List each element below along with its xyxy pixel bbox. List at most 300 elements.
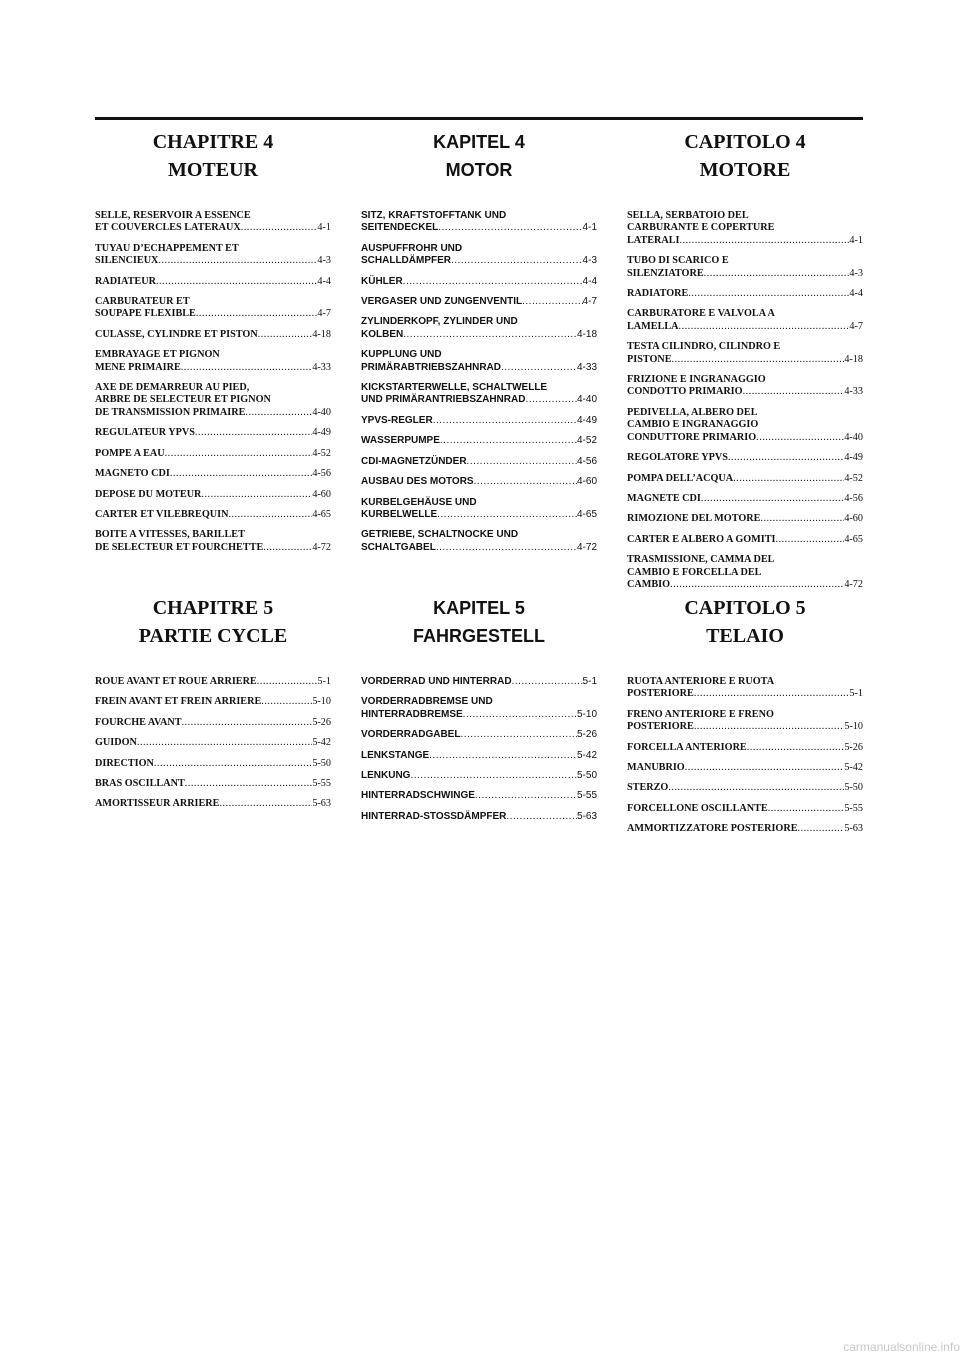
chapter-number: KAPITEL 5 (433, 598, 525, 618)
toc-page-number: 4-49 (844, 452, 863, 464)
toc-entry-last-line (361, 542, 597, 554)
dot-leader (756, 432, 844, 444)
toc-entry-title-line: POSTERIORE (627, 721, 694, 733)
toc-page-number: 5-50 (576, 770, 597, 782)
toc-entry-title-line: AUSBAU DES MOTORS (361, 476, 474, 488)
toc-entry-title-line: HINTERRADBREMSE (361, 708, 463, 720)
toc-entry[interactable] (627, 308, 863, 333)
toc-entry-title-line: KICKSTARTERWELLE, SCHALTWELLE (361, 382, 548, 394)
toc-entry-last-line (361, 329, 597, 341)
toc-entry-last-line (95, 542, 331, 554)
toc-entry-last-line (627, 688, 863, 700)
toc-entry[interactable] (627, 803, 863, 815)
toc-page-number: 5-26 (312, 716, 331, 728)
toc-entry-title-line: CDI-MAGNETZÜNDER (361, 455, 467, 467)
toc-entry[interactable] (95, 468, 331, 480)
toc-entry[interactable] (361, 456, 597, 468)
toc-page-number: 4-56 (312, 468, 331, 480)
toc-entry-title-line: FREIN AVANT ET FREIN ARRIERE (95, 696, 262, 708)
toc-entry-last-line (361, 394, 597, 406)
dot-leader (463, 709, 577, 721)
dot-leader (403, 276, 583, 288)
toc-entry-title-line: AUSPUFFROHR UND (361, 242, 463, 254)
toc-entry[interactable] (95, 529, 331, 554)
toc-entry-last-line (95, 427, 331, 439)
toc-entry-title-line: EMBRAYAGE ET PIGNON (95, 349, 220, 361)
toc-entry[interactable] (627, 288, 863, 300)
toc-entry-last-line (361, 415, 597, 427)
toc-entry-last-line (95, 329, 331, 341)
dot-leader (760, 513, 844, 525)
dot-leader (154, 758, 312, 770)
toc-entry[interactable] (95, 210, 331, 235)
toc-entry-last-line (95, 362, 331, 374)
toc-entry[interactable] (361, 529, 597, 554)
toc-entry[interactable] (361, 790, 597, 802)
toc-entry[interactable] (627, 762, 863, 774)
toc-entry[interactable] (361, 729, 597, 741)
toc-entry-title-line: FOURCHE AVANT (95, 716, 182, 728)
toc-entry-title-line: SILENCIEUX (95, 255, 159, 267)
toc-entry-last-line (627, 534, 863, 546)
toc-page-number: 5-55 (844, 802, 863, 814)
toc-entry[interactable] (361, 676, 597, 688)
toc-entry-title-line: ROUE AVANT ET ROUE ARRIERE (95, 676, 257, 687)
toc-entry-title-line: VORDERRADBREMSE UND (361, 696, 493, 708)
dot-leader (181, 362, 313, 374)
toc-page-number: 4-7 (317, 308, 331, 320)
toc-entry[interactable] (361, 382, 597, 407)
toc-entry-title-line: REGOLATORE YPVS (627, 452, 728, 464)
dot-leader (263, 542, 312, 554)
dot-leader (501, 362, 577, 374)
chapter-title: TELAIO (706, 625, 784, 647)
toc-entry-last-line (361, 435, 597, 447)
dot-leader (410, 770, 577, 782)
toc-entry[interactable] (95, 489, 331, 501)
toc-entry[interactable] (627, 255, 863, 280)
toc-entry-last-line (627, 762, 863, 774)
toc-entry-last-line (95, 717, 331, 729)
toc-entry[interactable] (95, 349, 331, 374)
toc-entry-last-line (627, 268, 863, 280)
section-chapter-4 (95, 128, 863, 599)
dot-leader (525, 394, 577, 406)
toc-entry[interactable] (95, 758, 331, 770)
toc-entry-title-line: FORCELLA ANTERIORE (627, 741, 747, 753)
toc-entry-title-line: FRENO ANTERIORE E FRENO (627, 708, 774, 720)
dot-leader (429, 750, 577, 762)
dot-leader (170, 468, 313, 480)
dot-leader (261, 696, 312, 708)
toc-entry-last-line (627, 452, 863, 464)
toc-entry-title-line: POSTERIORE (627, 688, 694, 700)
chapter-title: MOTOR (445, 160, 513, 180)
dot-leader (768, 803, 845, 815)
dot-leader (776, 534, 845, 546)
toc-entry-last-line (361, 222, 597, 234)
toc-entry-title-line: POMPE A EAU (95, 447, 165, 459)
dot-leader (512, 676, 583, 688)
toc-entry-last-line (95, 468, 331, 480)
toc-entry[interactable] (361, 750, 597, 762)
toc-entry-title-line: KURBELWELLE (361, 508, 438, 520)
dot-leader (679, 321, 850, 333)
toc-entry-last-line (627, 513, 863, 525)
dot-leader (201, 489, 312, 501)
toc-entry-title-line: VORDERRAD UND HINTERRAD (361, 676, 512, 687)
toc-entry[interactable] (95, 296, 331, 321)
toc-page-number: 5-42 (576, 749, 597, 761)
toc-entry-last-line (95, 276, 331, 288)
toc-entry-last-line (95, 676, 331, 688)
toc-entry-last-line (95, 798, 331, 810)
toc-entry-title-line: CAMBIO E INGRANAGGIO (627, 419, 759, 431)
toc-entry-title-line: YPVS-REGLER (361, 414, 433, 426)
toc-entry-title-line: CARBURATEUR ET (95, 296, 190, 308)
toc-entry-last-line (361, 476, 597, 488)
toc-entry-last-line (627, 721, 863, 733)
dot-leader (728, 452, 844, 464)
toc-entry[interactable] (95, 737, 331, 749)
toc-entry[interactable] (361, 696, 597, 721)
toc-entry[interactable] (361, 210, 597, 235)
toc-page-number: 4-1 (849, 234, 863, 246)
toc-entry-last-line (95, 255, 331, 267)
toc-page-number: 4-52 (312, 447, 331, 459)
toc-entry-title-line: STERZO (627, 782, 669, 794)
toc-entry-last-line (95, 509, 331, 521)
toc-entry-title-line: AMORTISSEUR ARRIERE (95, 798, 220, 810)
toc-entry-title-line: DE TRANSMISSION PRIMAIRE (95, 406, 246, 418)
toc-entry[interactable] (627, 407, 863, 444)
chapter-number: CAPITOLO 4 (684, 131, 806, 153)
toc-entry[interactable] (361, 296, 597, 308)
toc-list (95, 676, 331, 811)
toc-entry[interactable] (627, 452, 863, 464)
toc-entry-last-line (361, 729, 597, 741)
dot-leader (679, 235, 849, 247)
toc-entry-last-line (627, 386, 863, 398)
toc-page-number: 5-63 (576, 810, 597, 822)
toc-entry-title-line: CONDOTTO PRIMARIO (627, 386, 743, 398)
toc-page-number: 5-63 (844, 823, 863, 835)
toc-entry-last-line (627, 473, 863, 485)
dot-leader (219, 798, 312, 810)
toc-entry-title-line: RADIATEUR (95, 275, 156, 287)
toc-entry-title-line: AXE DE DEMARREUR AU PIED, (95, 382, 250, 394)
toc-page-number: 4-65 (576, 508, 597, 520)
toc-page-number: 5-1 (582, 676, 597, 687)
dot-leader (165, 448, 313, 460)
dot-leader (185, 778, 313, 790)
toc-entry[interactable] (95, 427, 331, 439)
toc-page-number: 4-49 (576, 414, 597, 426)
toc-entry-last-line (627, 742, 863, 754)
toc-entry[interactable] (361, 276, 597, 288)
toc-page-number: 4-49 (312, 427, 331, 439)
dot-leader (506, 811, 577, 823)
toc-entry-title-line: LENKSTANGE (361, 749, 430, 761)
chapter-title: MOTORE (699, 159, 791, 181)
dot-leader (437, 509, 577, 521)
toc-entry-title-line: RADIATORE (627, 288, 689, 300)
toc-entry[interactable] (95, 676, 331, 688)
toc-entry-last-line (361, 811, 597, 823)
toc-page-number: 4-72 (844, 578, 863, 590)
toc-entry-last-line (361, 790, 597, 802)
toc-entry[interactable] (361, 476, 597, 488)
toc-entry[interactable] (627, 210, 863, 247)
toc-entry-last-line (627, 803, 863, 815)
toc-entry[interactable] (95, 717, 331, 729)
toc-page-number: 4-1 (317, 222, 331, 234)
toc-page-number: 4-18 (844, 353, 863, 365)
toc-entry-title-line: ARBRE DE SELECTEUR ET PIGNON (95, 394, 271, 406)
dot-leader (747, 742, 845, 754)
toc-entry-title-line: REGULATEUR YPVS (95, 427, 195, 439)
toc-page-number: 4-4 (582, 275, 597, 287)
toc-entry[interactable] (627, 513, 863, 525)
toc-page-number: 4-18 (576, 328, 597, 340)
toc-entry-title-line: BOITE A VITESSES, BARILLET (95, 529, 245, 541)
toc-entry[interactable] (361, 811, 597, 823)
toc-entry-title-line: SOUPAPE FLEXIBLE (95, 308, 196, 320)
toc-entry[interactable] (361, 415, 597, 427)
toc-entry-title-line: CARBURANTE E COPERTURE (627, 222, 775, 234)
toc-page-number: 4-60 (844, 513, 863, 525)
toc-column (361, 594, 597, 844)
toc-page-number: 4-33 (844, 386, 863, 398)
chapter-number: CHAPITRE 4 (152, 131, 274, 153)
toc-entry-title-line: HINTERRADSCHWINGE (361, 790, 475, 802)
toc-entry[interactable] (627, 493, 863, 505)
toc-entry[interactable] (95, 382, 331, 419)
toc-page-number: 5-55 (576, 790, 597, 802)
toc-entry[interactable] (627, 341, 863, 366)
toc-entry[interactable] (95, 798, 331, 810)
dot-leader (743, 386, 845, 398)
toc-entry[interactable] (627, 709, 863, 734)
dot-leader (694, 721, 845, 733)
toc-page-number: 4-65 (844, 533, 863, 545)
toc-entry-title-line: PISTONE (627, 353, 672, 365)
dot-leader (195, 427, 312, 439)
toc-page-number: 4-65 (312, 508, 331, 520)
toc-entry-last-line (627, 823, 863, 835)
toc-page-number: 4-40 (312, 406, 331, 418)
toc-entry[interactable] (627, 676, 863, 701)
toc-entry[interactable] (361, 243, 597, 268)
toc-page-number: 5-26 (576, 729, 597, 741)
dot-leader (672, 354, 845, 366)
toc-entry-last-line (95, 222, 331, 234)
toc-page-number: 5-50 (844, 782, 863, 794)
chapter-title: MOTEUR (168, 159, 258, 181)
dot-leader (158, 255, 317, 267)
toc-entry-title-line: TUYAU D’ECHAPPEMENT ET (95, 242, 239, 254)
toc-column (95, 594, 331, 844)
dot-leader (241, 222, 318, 234)
toc-entry[interactable] (627, 554, 863, 591)
toc-entry-title-line: LATERALI (627, 234, 680, 246)
top-rule (95, 117, 863, 120)
chapter-title: PARTIE CYCLE (138, 625, 288, 647)
toc-entry-title-line: DIRECTION (95, 757, 154, 769)
toc-entry[interactable] (95, 778, 331, 790)
toc-entry-title-line: SCHALLDÄMPFER (361, 255, 451, 267)
dot-leader (474, 476, 577, 488)
chapter-number: CAPITOLO 5 (684, 597, 806, 619)
toc-entry-title-line: MENE PRIMAIRE (95, 361, 181, 373)
toc-entry[interactable] (361, 316, 597, 341)
toc-entry-last-line (361, 676, 597, 688)
toc-entry[interactable] (627, 823, 863, 835)
dot-leader (460, 729, 577, 741)
toc-column (361, 128, 597, 599)
toc-entry[interactable] (361, 770, 597, 782)
toc-entry-title-line: RUOTA ANTERIORE E RUOTA (627, 676, 775, 687)
toc-entry-last-line (627, 782, 863, 794)
dot-leader (704, 268, 850, 280)
toc-entry[interactable] (627, 742, 863, 754)
dot-leader (258, 329, 313, 341)
section-chapter-5 (95, 594, 863, 844)
toc-entry-title-line: MAGNETO CDI (95, 468, 170, 480)
toc-page-number: 5-55 (312, 778, 331, 790)
toc-entry-title-line: DE SELECTEUR ET FOURCHETTE (95, 541, 264, 553)
dot-leader (245, 407, 312, 419)
toc-page-number: 4-3 (317, 255, 331, 267)
toc-page-number: 5-1 (317, 676, 331, 687)
toc-entry-title-line: SEITENDECKEL (361, 222, 439, 234)
toc-entry-title-line: CAMBIO (627, 578, 671, 590)
watermark: carmanualsonline.info (843, 1340, 960, 1354)
toc-entry-last-line (627, 354, 863, 366)
toc-entry-last-line (361, 255, 597, 267)
dot-leader (475, 790, 577, 802)
toc-entry[interactable] (627, 473, 863, 485)
toc-list (95, 210, 331, 554)
toc-entry-last-line (95, 489, 331, 501)
toc-entry-title-line: FRIZIONE E INGRANAGGIO (627, 374, 766, 386)
toc-entry-last-line (361, 276, 597, 288)
toc-entry-last-line (627, 579, 863, 591)
toc-entry[interactable] (95, 329, 331, 341)
toc-column (95, 128, 331, 599)
toc-entry-title-line: SITZ, KRAFTSTOFFTANK UND (361, 210, 507, 221)
chapter-number: KAPITEL 4 (433, 132, 525, 152)
toc-entry-last-line (95, 407, 331, 419)
toc-entry[interactable] (361, 435, 597, 447)
toc-entry-title-line: MANUBRIO (627, 762, 685, 774)
toc-page-number: 5-42 (844, 762, 863, 774)
toc-page-number: 4-52 (576, 435, 597, 447)
toc-entry-title-line: WASSERPUMPE (361, 435, 440, 447)
toc-entry[interactable] (95, 276, 331, 288)
toc-entry-title-line: SELLE, RESERVOIR A ESSENCE (95, 210, 251, 221)
toc-entry-title-line: POMPA DELL’ACQUA (627, 472, 734, 484)
toc-entry-title-line: UND PRIMÄRANTRIEBSZAHNRAD (361, 394, 526, 406)
dot-leader (440, 435, 577, 447)
toc-entry-title-line: VORDERRADGABEL (361, 729, 461, 741)
toc-entry-title-line: BRAS OSCILLANT (95, 778, 185, 790)
dot-leader (433, 415, 577, 427)
toc-entry-title-line: LENKUNG (361, 770, 411, 782)
chapter-number: CHAPITRE 5 (152, 597, 274, 619)
toc-entry-last-line (361, 750, 597, 762)
chapter-title: FAHRGESTELL (412, 626, 545, 646)
toc-entry-last-line (361, 770, 597, 782)
toc-page-number: 5-26 (844, 741, 863, 753)
dot-leader (137, 737, 312, 749)
dot-leader (257, 676, 318, 688)
toc-page-number: 4-1 (582, 222, 597, 234)
toc-page-number: 5-50 (312, 757, 331, 769)
toc-entry-title-line: CONDUTTORE PRIMARIO (627, 431, 757, 443)
toc-entry-title-line: SCHALTGABEL (361, 541, 436, 553)
toc-entry[interactable] (95, 696, 331, 708)
toc-entry-title-line: TRASMISSIONE, CAMMA DEL (627, 554, 775, 566)
toc-entry-title-line: CULASSE, CYLINDRE ET PISTON (95, 328, 258, 340)
toc-entry-title-line: RIMOZIONE DEL MOTORE (627, 513, 761, 525)
toc-entry-last-line (95, 448, 331, 460)
toc-list (627, 676, 863, 836)
toc-page-number: 4-56 (844, 492, 863, 504)
toc-entry-last-line (627, 235, 863, 247)
toc-entry[interactable] (627, 534, 863, 546)
toc-page-number: 4-4 (317, 275, 331, 287)
toc-entry-title-line: CARTER E ALBERO A GOMITI (627, 533, 776, 545)
toc-page-number: 5-10 (576, 708, 597, 720)
dot-leader (182, 717, 313, 729)
toc-page-number: 4-40 (576, 394, 597, 406)
toc-entry-title-line: GETRIEBE, SCHALTNOCKE UND (361, 529, 519, 541)
toc-page-number: 4-4 (849, 288, 863, 300)
toc-entry-last-line (95, 758, 331, 770)
toc-entry[interactable] (361, 497, 597, 522)
toc-page-number: 4-72 (312, 541, 331, 553)
dot-leader (670, 579, 844, 591)
toc-page-number: 4-33 (312, 361, 331, 373)
toc-entry-title-line: SILENZIATORE (627, 267, 704, 279)
toc-page-number: 4-3 (582, 255, 597, 267)
toc-entry-last-line (361, 296, 597, 308)
toc-entry[interactable] (95, 509, 331, 521)
toc-page-number: 4-33 (576, 361, 597, 373)
toc-entry-title-line: PRIMÄRABTRIEBSZAHNRAD (361, 361, 501, 373)
toc-page-number: 5-63 (312, 798, 331, 810)
toc-page-number: 5-10 (312, 696, 331, 708)
toc-entry-title-line: KUPPLUNG UND (361, 349, 442, 361)
toc-entry[interactable] (627, 374, 863, 399)
toc-entry[interactable] (95, 448, 331, 460)
toc-page-number: 5-42 (312, 737, 331, 749)
toc-page-number: 4-7 (582, 296, 597, 308)
toc-list (361, 210, 597, 554)
toc-entry-title-line: AMMORTIZZATORE POSTERIORE (627, 823, 798, 835)
dot-leader (668, 782, 844, 794)
toc-entry-title-line: ZYLINDERKOPF, ZYLINDER UND (361, 316, 518, 328)
toc-entry[interactable] (95, 243, 331, 268)
toc-page-number: 5-10 (844, 721, 863, 733)
dot-leader (196, 308, 318, 320)
toc-column (627, 594, 863, 844)
toc-entry[interactable] (627, 782, 863, 794)
toc-list (361, 676, 597, 823)
toc-entry[interactable] (361, 349, 597, 374)
toc-column (627, 128, 863, 599)
